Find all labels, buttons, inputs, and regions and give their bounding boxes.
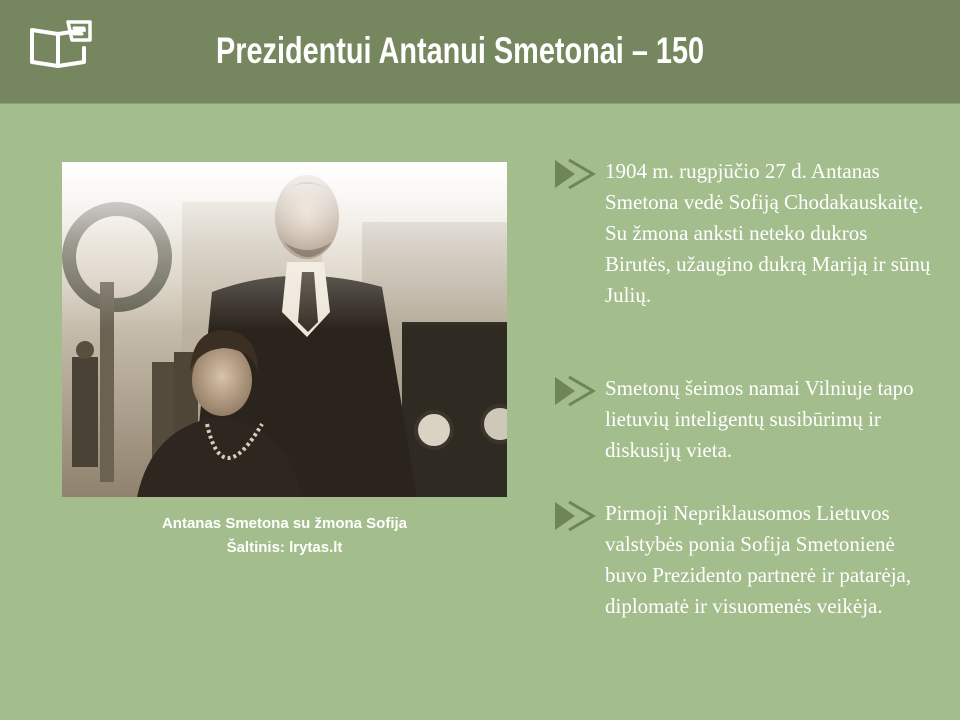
page-title: Prezidentui Antanui Smetonai – 150 [216,30,705,71]
caption-line-1: Antanas Smetona su žmona Sofija [161,515,408,532]
double-arrow-icon [553,500,599,532]
photo-caption [62,512,507,560]
double-arrow-icon [553,158,599,190]
bullet-text: Smetonų šeimos namai Vilniuje tapo lietuvių inteligentų susibūrimų ir diskusijų vieta. [605,376,914,462]
caption-line-2: Šaltinis: lrytas.lt [226,539,343,556]
header-bar [0,0,960,104]
portrait-photo [62,162,507,497]
bullet-text: 1904 m. rugpjūčio 27 d. Antanas Smetona vedė Sofiją Chodakauskaitę. Su žmona anksti neteko dukros Birutės, užaugino dukrą Mariją ir sūnų Julių. [605,159,931,307]
bullet-text: Pirmoji Nepriklausomos Lietuvos valstybės ponia Sofija Smetonienė buvo Prezidento partnerė ir patarėja, diplomatė ir visuomenės veikėja. [605,501,912,618]
open-book-icon [28,18,92,72]
double-arrow-icon [553,375,599,407]
